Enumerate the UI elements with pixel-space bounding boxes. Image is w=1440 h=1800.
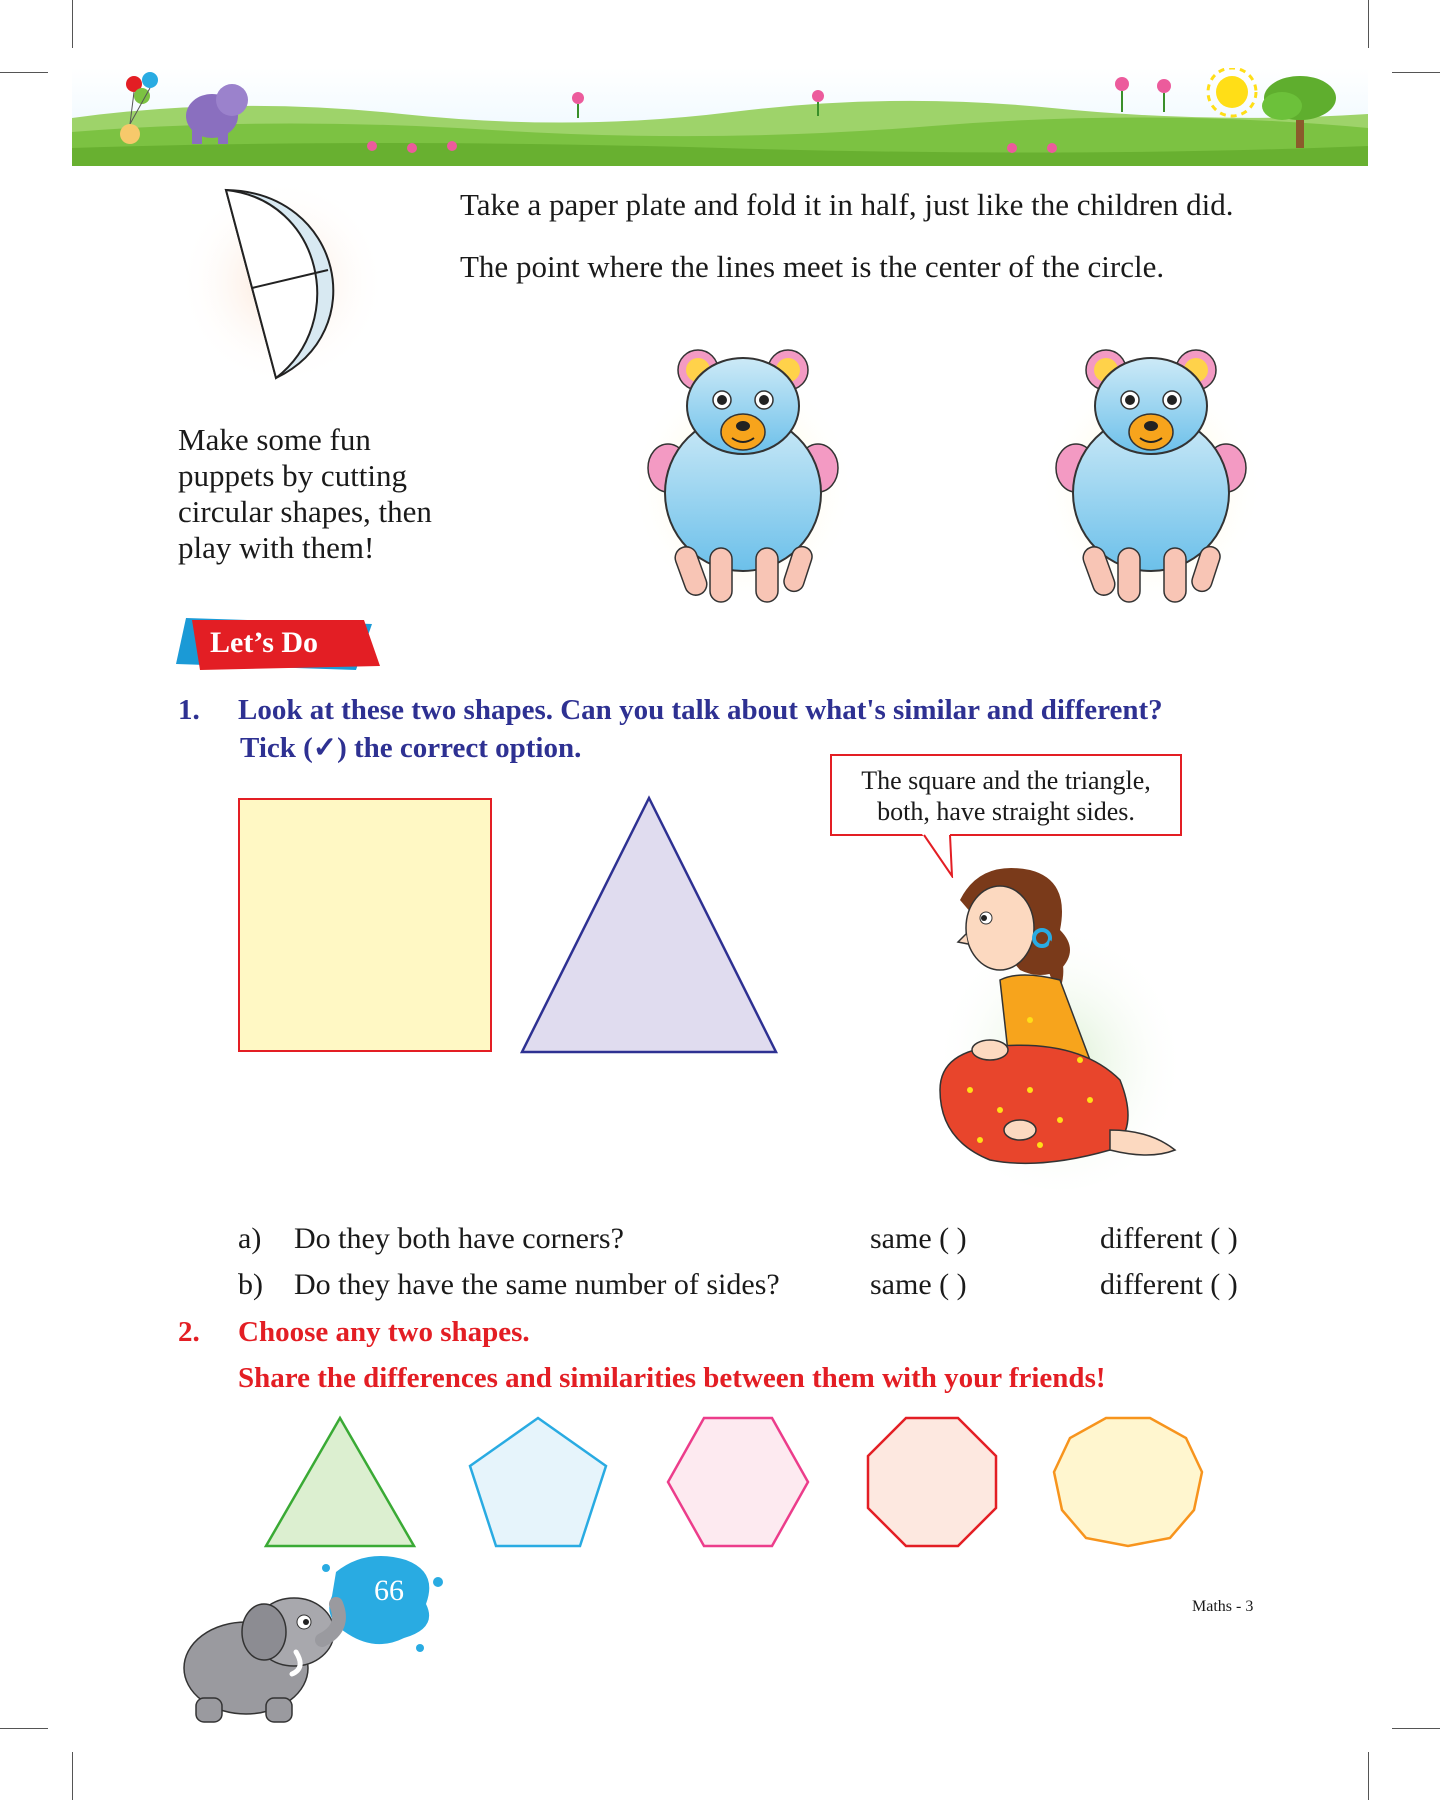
crop-mark [72,1752,73,1800]
speech-bubble [830,754,1182,836]
crop-mark [1368,1752,1369,1800]
speech-line-2: both, have straight sides. [877,796,1135,826]
q2-line-2: Share the differences and similarities between them with your friends! [238,1362,1106,1394]
puppets-text [178,422,432,566]
puppets-text-line: Make some fun [178,422,371,457]
q1-row-b-question: Do they have the same number of sides? [294,1268,780,1301]
q1-row-b-letter: b) [238,1268,263,1301]
folded-plate-illustration [172,172,382,392]
puppets-text-line: puppets by cutting [178,458,408,493]
q1-line-2: Tick (✓) the correct option. [240,732,582,764]
q1-line-1: Look at these two shapes. Can you talk about what's similar and different? [238,694,1163,726]
bear-puppet-illustration [628,348,858,610]
footer-elephant-illustration [176,1548,446,1730]
crop-mark [1392,1728,1440,1729]
crop-mark [72,0,73,48]
crop-mark [0,72,48,73]
decagon-shape [1050,1414,1206,1550]
intro-line-1: Take a paper plate and fold it in half, just like the children did. [460,187,1234,222]
octagon-shape [864,1414,1000,1550]
book-label: Maths - 3 [1192,1598,1254,1615]
speech-line-1: The square and the triangle, [861,766,1151,795]
intro-line-2: The point where the lines meet is the center of the circle. [460,249,1165,284]
q1-row-a-question: Do they both have corners? [294,1222,624,1255]
q1-row-a-same-option[interactable]: same ( ) [870,1222,967,1255]
bear-puppet-illustration [1036,348,1266,610]
q2-line-1: Choose any two shapes. [238,1316,530,1348]
crop-mark [0,1728,48,1729]
q2-number: 2. [178,1316,200,1348]
lets-do-label: Let’s Do [210,626,319,659]
girl-illustration [920,860,1182,1190]
puppets-text-line: circular shapes, then [178,494,432,529]
q1-row-a-different-option[interactable]: different ( ) [1100,1222,1238,1255]
q1-row-b-same-option[interactable]: same ( ) [870,1268,967,1301]
q1-row-b-different-option[interactable]: different ( ) [1100,1268,1238,1301]
q1-number: 1. [178,694,200,726]
hexagon-shape [664,1414,812,1550]
header-banner [72,68,1368,166]
puppets-text-line: play with them! [178,530,375,565]
square-shape [238,798,492,1052]
triangle-shape [518,794,780,1056]
page-number: 66 [374,1574,404,1607]
pentagon-shape [466,1414,610,1550]
q1-row-a-letter: a) [238,1222,262,1255]
green-triangle-shape [260,1414,420,1550]
crop-mark [1368,0,1369,48]
crop-mark [1392,72,1440,73]
